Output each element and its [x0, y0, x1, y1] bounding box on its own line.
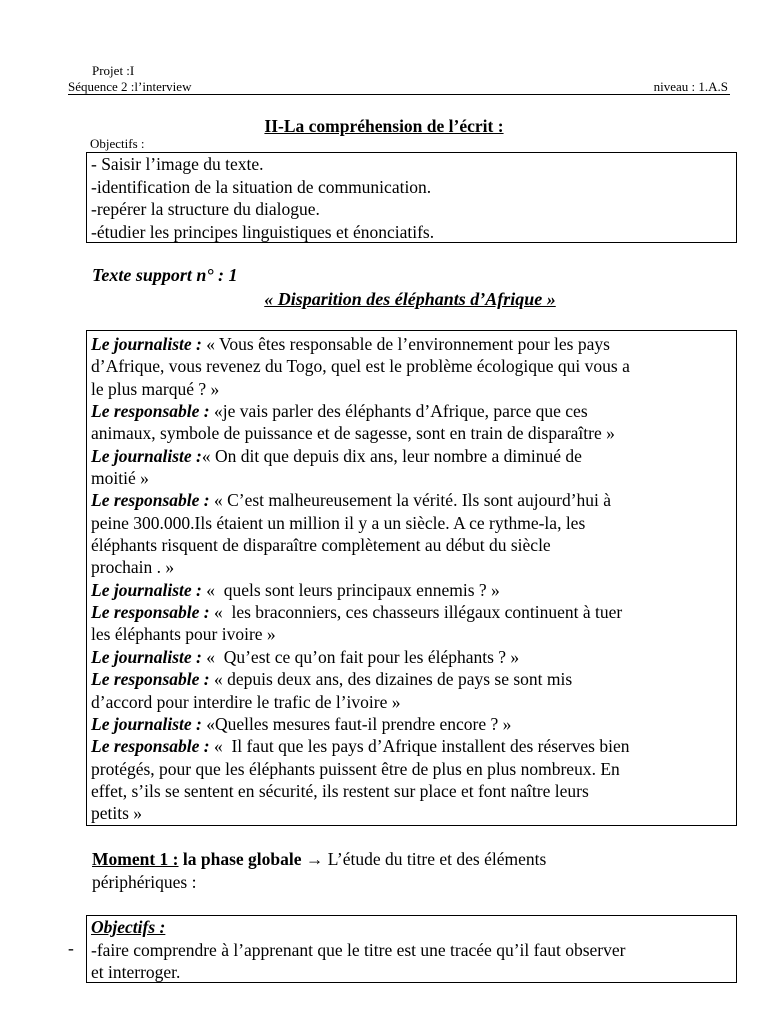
- dialogue-text: prochain . »: [91, 557, 175, 578]
- header-niveau: niveau : 1.A.S: [653, 79, 728, 94]
- objectifs2-box: [86, 915, 737, 983]
- dialogue-line: [91, 758, 732, 780]
- texte-support-label: Texte support n° : 1: [92, 265, 238, 285]
- speaker-label: Le responsable :: [91, 669, 210, 690]
- header-sequence: Séquence 2 :l’interview: [68, 79, 192, 94]
- dialogue-line: [91, 333, 732, 355]
- arrow-icon: →: [301, 849, 328, 869]
- moment-text: L’étude du titre et des éléments: [327, 849, 547, 869]
- objectif2-line: -faire comprendre à l’apprenant que le titre est une tracée qu’il faut observer: [91, 939, 626, 960]
- dialogue-line: [91, 467, 732, 489]
- speaker-label: Le journaliste :: [91, 713, 202, 734]
- dialogue-line: [91, 512, 732, 534]
- speaker-label: Le journaliste :: [91, 646, 202, 667]
- header-divider: [68, 94, 730, 95]
- header-projet: Projet :I: [92, 63, 135, 78]
- objectifs-label: Objectifs :: [90, 136, 145, 151]
- dialogue-text: «Quelles mesures faut-il prendre encore ? »: [201, 713, 512, 734]
- dialogue-text: « depuis deux ans, des dizaines de pays se sont mis: [209, 669, 573, 690]
- dialogue-text: d’Afrique, vous revenez du Togo, quel est le problème écologique qui vous a: [91, 356, 630, 377]
- dialogue-line: [91, 355, 732, 377]
- speaker-label: Le responsable :: [91, 736, 210, 757]
- dialogue-text: «je vais parler des éléphants d’Afrique, parce que ces: [209, 401, 588, 422]
- speaker-label: Le journaliste :: [91, 334, 202, 354]
- dialogue-text: « quels sont leurs principaux ennemis ? »: [201, 579, 500, 600]
- dialogue-line: [91, 735, 732, 757]
- dialogue-text: « Vous êtes responsable de l’environnement pour les pays: [201, 334, 610, 354]
- dialogue-text: les éléphants pour ivoire »: [91, 624, 276, 645]
- speaker-label: Le journaliste :: [91, 445, 202, 466]
- dialogue-line: [91, 422, 732, 444]
- dialogue-line: [91, 445, 732, 467]
- dialogue-line: [91, 646, 732, 668]
- dialogue-line: [91, 534, 732, 556]
- moment-block: [92, 848, 546, 894]
- moment-text-cont: périphériques :: [92, 872, 197, 892]
- dialogue-box: [86, 330, 737, 826]
- dialogue-text: protégés, pour que les éléphants puissent être de plus en plus nombreux. En: [91, 758, 620, 779]
- section-title: II-La compréhension de l’écrit :: [264, 116, 504, 136]
- dialogue-line: [91, 579, 732, 601]
- moment-phase: la phase globale: [178, 849, 302, 869]
- dialogue-text: « Qu’est ce qu’on fait pour les éléphants ? »: [201, 646, 520, 667]
- dialogue-line: [91, 601, 732, 623]
- speaker-label: Le journaliste :: [91, 579, 202, 600]
- speaker-label: Le responsable :: [91, 490, 210, 511]
- objectif-line: -repérer la structure du dialogue.: [91, 199, 320, 219]
- dialogue-text: le plus marqué ? »: [91, 378, 220, 399]
- dialogue-line: [91, 623, 732, 645]
- moment-label: Moment 1 :: [92, 849, 179, 869]
- dialogue-line: [91, 802, 732, 824]
- dialogue-text: « On dit que depuis dix ans, leur nombre a diminué de: [201, 445, 582, 466]
- texte-support-title: « Disparition des éléphants d’Afrique »: [264, 289, 556, 309]
- dialogue-text: « C’est malheureusement la vérité. Ils sont aujourd’hui à: [209, 490, 612, 511]
- objectifs-box: [86, 152, 737, 243]
- dialogue-line: [91, 556, 732, 578]
- dialogue-line: [91, 713, 732, 735]
- dialogue-line: [91, 668, 732, 690]
- margin-dash: -: [68, 938, 74, 958]
- dialogue-line: [91, 378, 732, 400]
- objectif-line: - Saisir l’image du texte.: [91, 154, 264, 174]
- dialogue-text: effet, s’ils se sentent en sécurité, ils restent sur place et font naître leurs: [91, 780, 589, 801]
- dialogue-line: [91, 691, 732, 713]
- dialogue-text: « Il faut que les pays d’Afrique installent des réserves bien: [209, 736, 630, 757]
- objectif2-line: et interroger.: [91, 962, 181, 982]
- objectif-line: -identification de la situation de communication.: [91, 176, 432, 197]
- dialogue-text: éléphants risquent de disparaître complètement au début du siècle: [91, 535, 551, 556]
- dialogue-line: [91, 400, 732, 422]
- dialogue-text: d’accord pour interdire le trafic de l’ivoire »: [91, 691, 401, 712]
- objectifs2-label: Objectifs :: [91, 917, 166, 937]
- dialogue-line: [91, 780, 732, 802]
- dialogue-line: [91, 489, 732, 511]
- dialogue-text: peine 300.000.Ils étaient un million il y a un siècle. A ce rythme-la, les: [91, 512, 586, 533]
- dialogue-text: moitié »: [91, 468, 149, 489]
- speaker-label: Le responsable :: [91, 602, 210, 623]
- speaker-label: Le responsable :: [91, 401, 210, 422]
- objectif-line: -étudier les principes linguistiques et énonciatifs.: [91, 221, 435, 242]
- dialogue-text: petits »: [91, 803, 143, 824]
- dialogue-text: animaux, symbole de puissance et de sagesse, sont en train de disparaître »: [91, 423, 615, 444]
- dialogue-text: « les braconniers, ces chasseurs illégaux continuent à tuer: [209, 602, 623, 623]
